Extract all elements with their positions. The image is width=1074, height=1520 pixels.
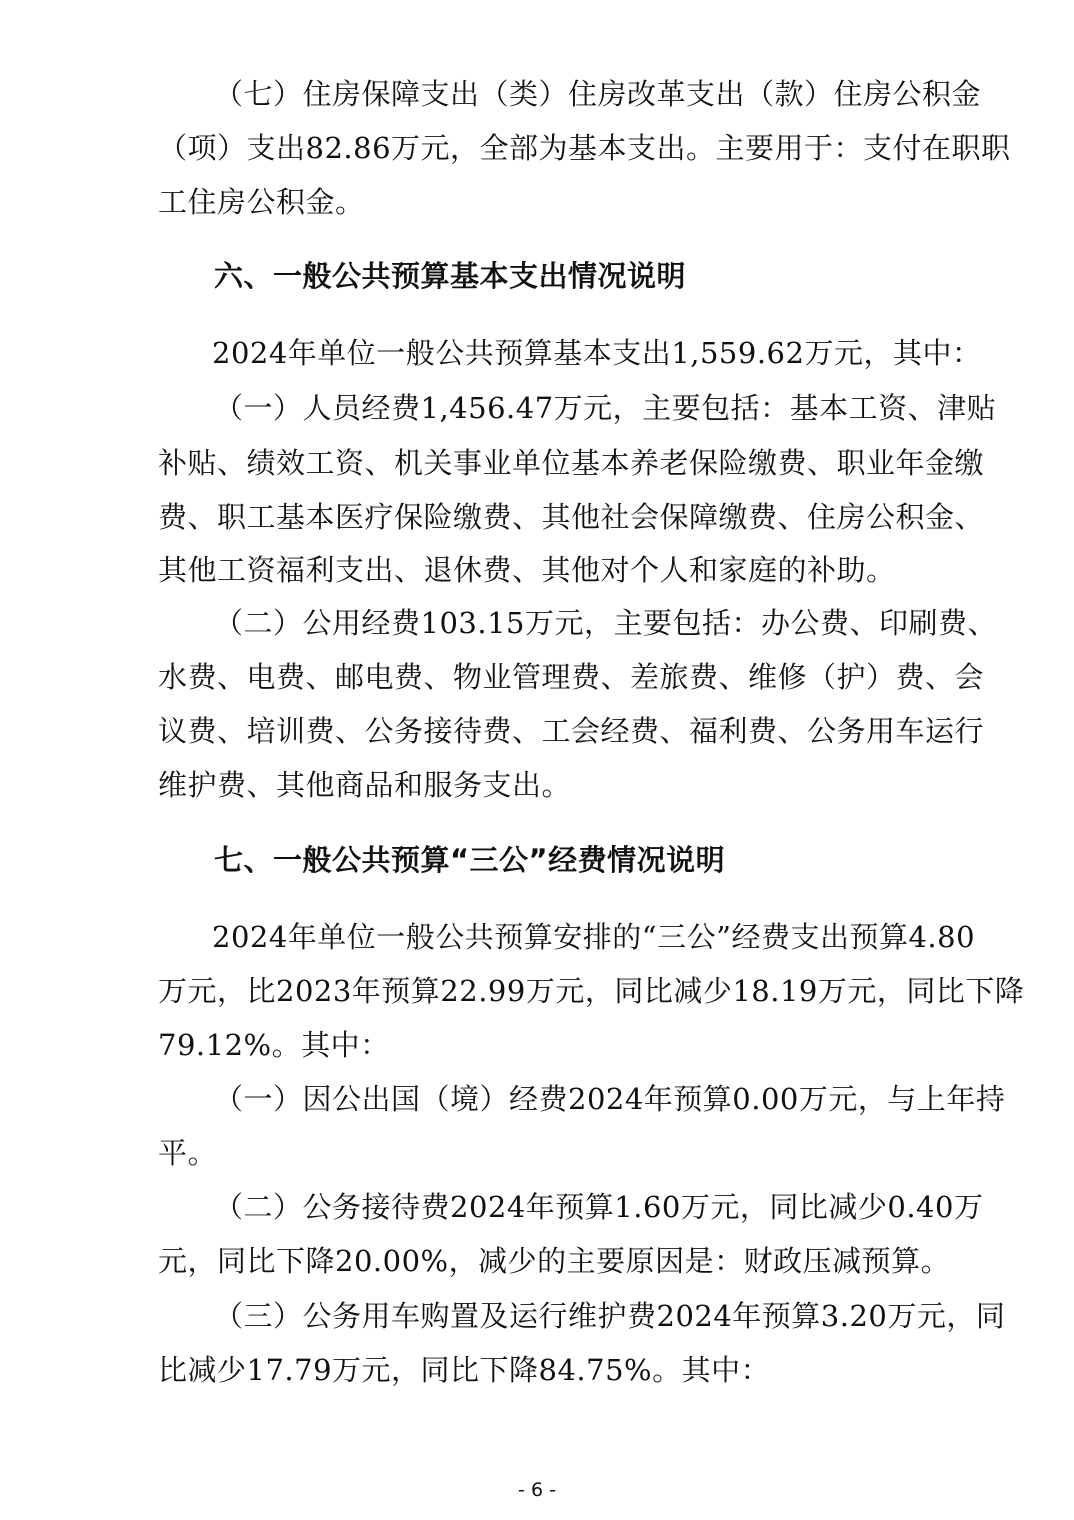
paragraph-line: 工住房公积金。 xyxy=(158,185,365,219)
section-heading: 七、一般公共预算“三公”经费情况说明 xyxy=(214,843,726,877)
paragraph-line: 比减少17.79万元，同比下降84.75%。其中： xyxy=(158,1353,771,1387)
paragraph-line: 元，同比下降20.00%，减少的主要原因是：财政压减预算。 xyxy=(158,1244,951,1278)
paragraph-line: 2024年单位一般公共预算基本支出1,559.62万元，其中： xyxy=(212,336,982,370)
paragraph-line: （二）公务接待费2024年预算1.60万元，同比减少0.40万 xyxy=(214,1190,984,1224)
paragraph-line: 维护费、其他商品和服务支出。 xyxy=(158,768,572,802)
paragraph-line: （一）人员经费1,456.47万元，主要包括：基本工资、津贴 xyxy=(214,391,997,425)
section-heading: 六、一般公共预算基本支出情况说明 xyxy=(214,259,687,293)
paragraph-line: （一）因公出国（境）经费2024年预算0.00万元，与上年持 xyxy=(214,1082,1006,1116)
paragraph-line: 其他工资福利支出、退休费、其他对个人和家庭的补助。 xyxy=(158,553,896,587)
paragraph-line: （二）公用经费103.15万元，主要包括：办公费、印刷费、 xyxy=(214,606,997,640)
paragraph-line: （项）支出82.86万元，全部为基本支出。主要用于：支付在职职 xyxy=(158,131,1011,165)
paragraph-line: 议费、培训费、公务接待费、工会经费、福利费、公务用车运行 xyxy=(158,714,985,748)
paragraph-line: 补贴、绩效工资、机关事业单位基本养老保险缴费、职业年金缴 xyxy=(158,446,985,480)
paragraph-line: 水费、电费、邮电费、物业管理费、差旅费、维修（护）费、会 xyxy=(158,660,985,694)
paragraph-line: 万元，比2023年预算22.99万元，同比减少18.19万元，同比下降 xyxy=(158,974,1025,1008)
paragraph-line: （三）公务用车购置及运行维护费2024年预算3.20万元，同 xyxy=(214,1299,1006,1333)
paragraph-line: 79.12%。其中： xyxy=(158,1028,390,1062)
paragraph-line: 费、职工基本医疗保险缴费、其他社会保障缴费、住房公积金、 xyxy=(158,500,985,534)
paragraph-line: 平。 xyxy=(158,1136,218,1170)
paragraph-line: （七）住房保障支出（类）住房改革支出（款）住房公积金 xyxy=(214,77,982,111)
paragraph-line: 2024年单位一般公共预算安排的“三公”经费支出预算4.80 xyxy=(212,920,976,954)
page-number: - 6 - xyxy=(518,1479,556,1501)
